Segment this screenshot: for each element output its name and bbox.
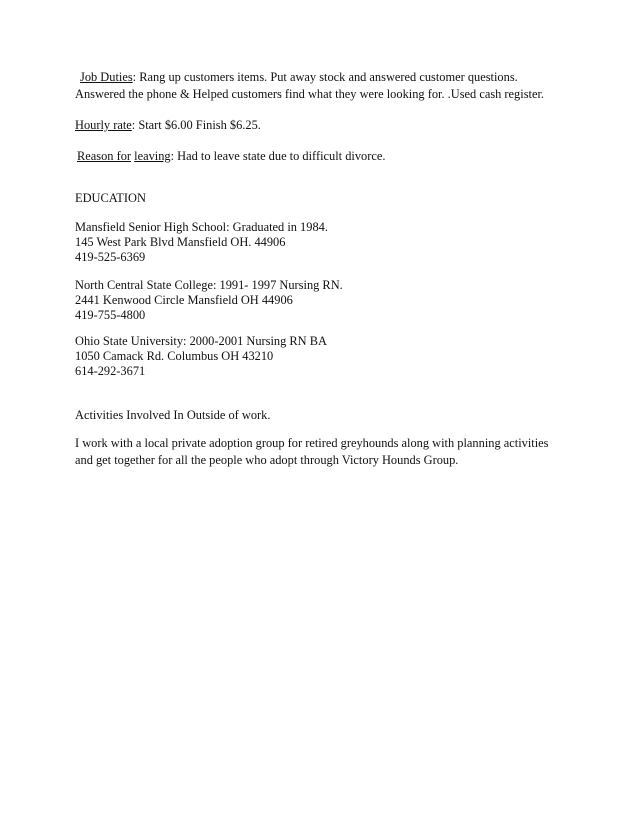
hourly-rate-text: : Start $6.00 Finish $6.25. [131, 118, 261, 132]
school-2-line-1: North Central State College: 1991- 1997 Nursing RN. [75, 278, 343, 292]
school-3-line-1: Ohio State University: 2000-2001 Nursing RN BA [75, 334, 327, 348]
school-1-phone: 419-525-6369 [75, 250, 146, 264]
job-duties-label: Job Duties [80, 70, 133, 84]
activities-line-1: I work with a local private adoption group for retired greyhounds along with planning activities [75, 436, 549, 450]
school-3-address: 1050 Camack Rd. Columbus OH 43210 [75, 349, 274, 363]
job-duties-text: : Rang up customers items. Put away stock and answered customer questions. [132, 70, 518, 84]
school-3-phone: 614-292-3671 [75, 364, 146, 378]
school-1-address: 145 West Park Blvd Mansfield OH. 44906 [75, 235, 286, 249]
reason-text: : Had to leave state due to difficult divorce. [170, 149, 386, 163]
activities-heading: Activities Involved In Outside of work. [75, 408, 271, 422]
school-1-line-1: Mansfield Senior High School: Graduated in 1984. [75, 220, 328, 234]
hourly-rate-label: Hourly rate [75, 118, 132, 132]
school-2-address: 2441 Kenwood Circle Mansfield OH 44906 [75, 293, 293, 307]
activities-line-2: and get together for all the people who adopt through Victory Hounds Group. [75, 453, 459, 467]
reason-label-a: Reason for [77, 149, 132, 163]
reason-label-b: leaving [134, 149, 171, 163]
hourly-rate-line [75, 118, 261, 133]
school-2-phone: 419-755-4800 [75, 308, 146, 322]
education-heading: EDUCATION [75, 191, 146, 205]
reason-for-leaving-line [77, 149, 385, 164]
job-duties-line-2: Answered the phone & Helped customers find what they were looking for. .Used cash register. [75, 87, 544, 101]
job-duties-line-1 [80, 70, 518, 85]
